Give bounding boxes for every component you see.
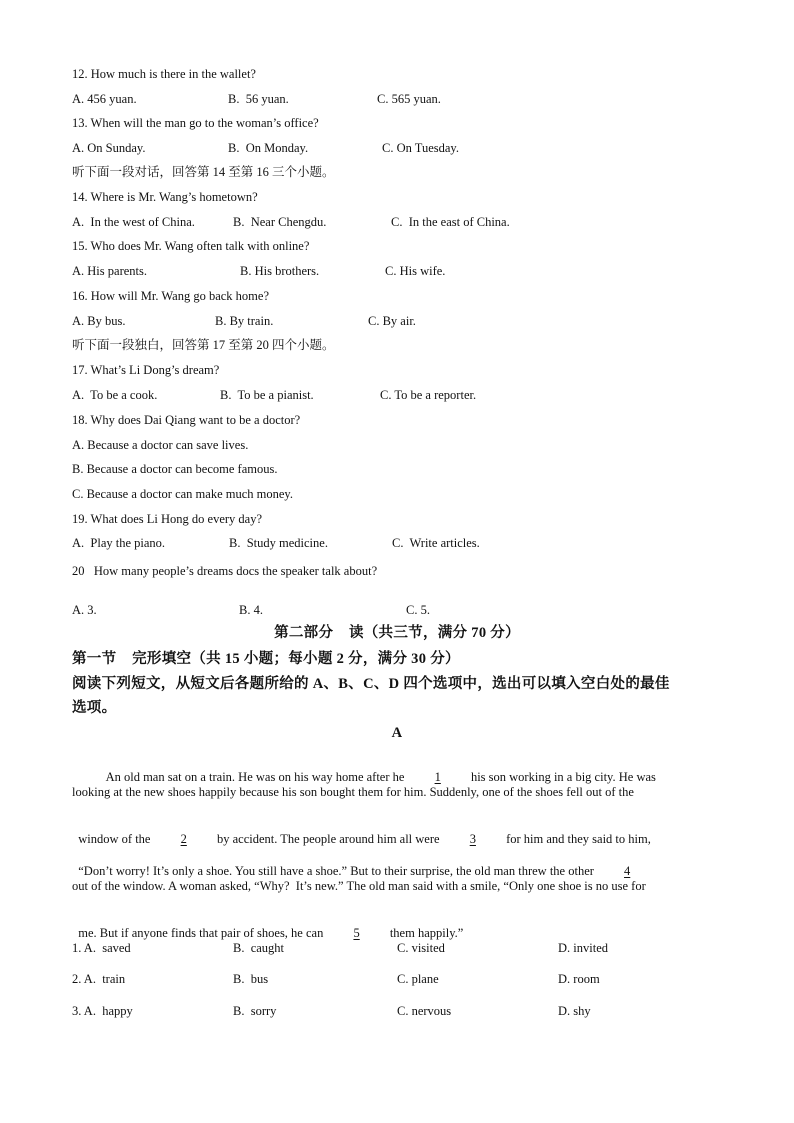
question-14-stem: 14. Where is Mr. Wang’s hometown? — [72, 190, 258, 204]
question-16-option-b: B. By train. — [215, 314, 274, 328]
question-14-option-a: A. In the west of China. — [72, 215, 195, 229]
question-13-option-b: B. On Monday. — [228, 141, 309, 155]
passage-text: “Don’t worry! It’s only a shoe. You still have a shoe.” But to their surprise, the old man threw the other — [78, 864, 598, 878]
reading-instruction-line-2: 选项。 — [72, 700, 117, 716]
question-18-stem: 18. Why does Dai Qiang want to be a doctor? — [72, 413, 301, 427]
question-14-option-c: C. In the east of China. — [391, 215, 510, 229]
question-16-option-c: C. By air. — [368, 314, 416, 328]
blank-3[interactable]: 3 — [469, 832, 476, 846]
question-15-option-a: A. His parents. — [72, 264, 147, 278]
question-13-option-a: A. On Sunday. — [72, 141, 146, 155]
passage-text: me. But if anyone finds that pair of shoes, he can — [78, 926, 327, 940]
question-20-stem: 20 How many people’s dreams docs the speaker talk about? — [72, 564, 378, 578]
instruction-14-16: 听下面一段对话，回答第 14 至第 16 三个小题。 — [72, 165, 335, 179]
passage-line-2: looking at the new shoes happily because his son bought them for him. Suddenly, one of the shoes fell out of the — [72, 785, 634, 799]
passage-text: for him and they said to him, — [502, 832, 651, 846]
question-16-stem: 16. How will Mr. Wang go back home? — [72, 289, 269, 303]
passage-line-1 — [100, 753, 715, 785]
passage-text: window of the — [78, 832, 154, 846]
cloze-1-option-b: B. caught — [233, 941, 285, 955]
blank-5[interactable]: 5 — [353, 926, 360, 940]
question-12-option-c: C. 565 yuan. — [377, 92, 441, 106]
question-16-option-a: A. By bus. — [72, 314, 126, 328]
cloze-3-option-b: B. sorry — [233, 1004, 277, 1018]
question-14-option-b: B. Near Chengdu. — [233, 215, 327, 229]
question-13-stem: 13. When will the man go to the woman’s office? — [72, 116, 319, 130]
cloze-1-option-c: C. visited — [397, 941, 445, 955]
passage-text: his son working in a big city. He was — [467, 770, 656, 784]
question-17-option-b: B. To be a pianist. — [220, 388, 314, 402]
blank-1[interactable]: 1 — [434, 770, 441, 784]
part-two-heading: 第二部分 读（共三节，满分 70 分） — [274, 625, 520, 641]
passage-text: by accident. The people around him all were — [213, 832, 443, 846]
section-one-heading: 第一节 完形填空（共 15 小题；每小题 2 分，满分 30 分） — [72, 651, 460, 667]
passage-line-4 — [72, 847, 720, 879]
question-20-option-b: B. 4. — [239, 603, 263, 617]
question-13-option-c: C. On Tuesday. — [382, 141, 459, 155]
question-20-option-c: C. 5. — [406, 603, 430, 617]
cloze-2-option-a: 2. A. train — [72, 972, 126, 986]
question-18-option-a: A. Because a doctor can save lives. — [72, 438, 249, 452]
question-17-stem: 17. What’s Li Dong’s dream? — [72, 363, 220, 377]
blank-2[interactable]: 2 — [180, 832, 187, 846]
question-17-option-a: A. To be a cook. — [72, 388, 158, 402]
cloze-3-option-d: D. shy — [558, 1004, 591, 1018]
question-19-stem: 19. What does Li Hong do every day? — [72, 512, 262, 526]
cloze-2-option-b: B. bus — [233, 972, 269, 986]
question-12-stem: 12. How much is there in the wallet? — [72, 67, 256, 81]
question-20-option-a: A. 3. — [72, 603, 97, 617]
reading-instruction-line-1: 阅读下列短文，从短文后各题所给的 A、B、C、D 四个选项中，选出可以填入空白处的最佳 — [72, 676, 670, 692]
cloze-1-option-a: 1. A. saved — [72, 941, 131, 955]
question-18-option-c: C. Because a doctor can make much money. — [72, 487, 293, 501]
question-12-option-a: A. 456 yuan. — [72, 92, 137, 106]
passage-line-6 — [72, 909, 720, 941]
question-17-option-c: C. To be a reporter. — [380, 388, 477, 402]
passage-text: An old man sat on a train. He was on his way home after he — [105, 770, 408, 784]
cloze-3-option-c: C. nervous — [397, 1004, 452, 1018]
question-19-option-c: C. Write articles. — [392, 536, 480, 550]
question-15-stem: 15. Who does Mr. Wang often talk with online? — [72, 239, 310, 253]
question-18-option-b: B. Because a doctor can become famous. — [72, 462, 278, 476]
question-19-option-b: B. Study medicine. — [229, 536, 328, 550]
cloze-1-option-d: D. invited — [558, 941, 608, 955]
question-19-option-a: A. Play the piano. — [72, 536, 166, 550]
question-12-option-b: B. 56 yuan. — [228, 92, 289, 106]
question-15-option-b: B. His brothers. — [240, 264, 320, 278]
cloze-2-option-c: C. plane — [397, 972, 439, 986]
passage-label: A — [391, 725, 403, 741]
passage-text: them happily.” — [386, 926, 464, 940]
instruction-17-20: 听下面一段独白，回答第 17 至第 20 四个小题。 — [72, 338, 335, 352]
blank-4[interactable]: 4 — [624, 864, 631, 878]
passage-line-5: out of the window. A woman asked, “Why? It’s new.” The old man said with a smile, “Only one shoe is no use for — [72, 879, 646, 893]
cloze-3-option-a: 3. A. happy — [72, 1004, 133, 1018]
passage-line-3 — [72, 815, 720, 847]
question-15-option-c: C. His wife. — [385, 264, 446, 278]
cloze-2-option-d: D. room — [558, 972, 600, 986]
